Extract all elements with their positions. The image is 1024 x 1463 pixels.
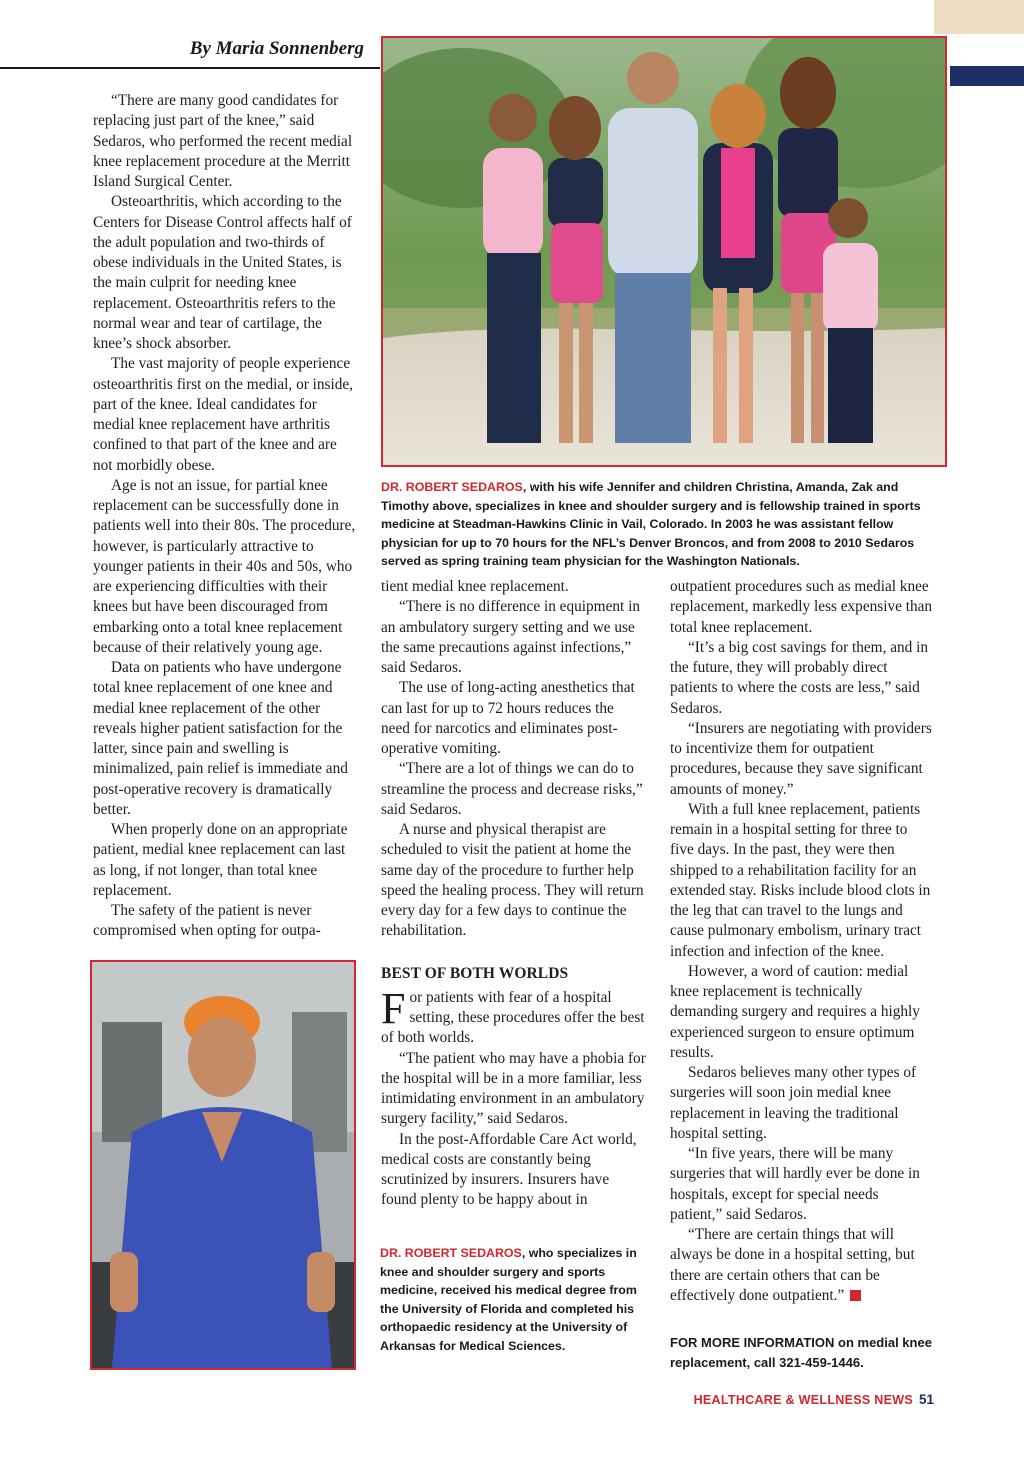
paragraph: The use of long-acting anesthetics that can last for up to 72 hours reduces the need for narcotics and eliminates post-operative vomiting. bbox=[381, 679, 635, 757]
paragraph: Osteoarthritis, which according to the Centers for Disease Control affects half of the adult population and two-thirds of obese individuals in the United States, is the main culprit for needing knee replacement. Osteoarthritis refers to the normal wear and tear of cartilage, the knee’s shock absorber. bbox=[93, 193, 352, 352]
caption-lead: DR. ROBERT SEDAROS bbox=[380, 1246, 522, 1260]
paragraph: “The patient who may have a phobia for the hospital will be in a more familiar, less intimidating environment in an ambulatory surgery facility,” said Sedaros. bbox=[381, 1049, 646, 1128]
paragraph-text: “There are certain things that will always be done in a hospital setting, but there are certain others that can be effectively done outpatient.” bbox=[670, 1226, 915, 1304]
more-info: FOR MORE INFORMATION on medial knee replacement, call 321-459-1446. bbox=[670, 1335, 932, 1370]
paragraph: With a full knee replacement, patients remain in a hospital setting for three to five days. In the past, they were then shipped to a rehabilitation facility for an extended stay. Risks include blood clots in the leg that can travel to the lungs and cause pulmonary embolism, urinary tract infection and infection of the knee. bbox=[670, 800, 931, 960]
article-column-3 bbox=[670, 577, 934, 1306]
family-photo bbox=[381, 36, 947, 467]
end-mark-icon bbox=[850, 1290, 861, 1301]
paragraph: Age is not an issue, for partial knee replacement can be successfully done in patients well into their 80s. The procedure, however, is particularly attractive to younger patients in their 40s and 50s, who are experiencing difficulties with their knees but have been discouraged from embarking onto a total knee replacement because of their relatively young age. bbox=[93, 476, 356, 656]
byline-rule bbox=[0, 67, 380, 69]
page-number: 51 bbox=[918, 1392, 934, 1407]
paragraph: “There is no difference in equipment in an ambulatory surgery setting and we use the same precautions against infections,” said Sedaros. bbox=[381, 598, 640, 676]
paragraph: The safety of the patient is never compromised when opting for outpa- bbox=[93, 902, 321, 940]
family-photo-illustration bbox=[383, 38, 945, 465]
doctor-photo-illustration bbox=[92, 962, 354, 1368]
paragraph: “There are many good candidates for replacing just part of the knee,” said Sedaros, who performed the recent medial knee replacement procedure at the Merritt Island Surgical Center. bbox=[93, 92, 353, 190]
corner-tab bbox=[934, 0, 1024, 34]
paragraph: Data on patients who have undergone total knee replacement of one knee and medial knee replacement of the other reveals higher patient satisfaction for the latter, since pain and swelling is minimalized, pain relief is immediate and post-operative recovery is dramatically better. bbox=[93, 659, 348, 818]
doctor-photo bbox=[90, 960, 356, 1370]
article-column-2 bbox=[381, 577, 646, 1211]
paragraph: Sedaros believes many other types of surgeries will soon join medial knee replacement in leaving the traditional hospital setting. bbox=[670, 1064, 917, 1142]
paragraph: “Insurers are negotiating with providers to incentivize them for outpatient procedures, because they save significant amounts of money.” bbox=[670, 719, 932, 798]
paragraph: A nurse and physical therapist are scheduled to visit the patient at home the same day of the procedure to further help speed the healing process. They will return every day for a few days to continue the rehabilitation. bbox=[381, 821, 644, 940]
byline: By Maria Sonnenberg bbox=[189, 38, 364, 59]
paragraph: The vast majority of people experience osteoarthritis first on the medial, or inside, part of the knee. Ideal candidates for medial knee replacement have arthritis confined to that part of the knee and are not morbidly obese. bbox=[93, 355, 353, 474]
paragraph: “There are a lot of things we can do to streamline the process and decrease risks,” said Sedaros. bbox=[381, 760, 643, 818]
publication-name: HEALTHCARE & WELLNESS NEWS bbox=[693, 1393, 913, 1407]
drop-cap: F bbox=[381, 983, 406, 1033]
caption-lead: DR. ROBERT SEDAROS bbox=[381, 480, 523, 494]
article-column-1 bbox=[93, 91, 356, 942]
paragraph: “In five years, there will be many surgeries that will hardly ever be done in hospitals, except for special needs patient,” said Sedaros. bbox=[670, 1145, 920, 1223]
paragraph: In the post-Affordable Care Act world, medical costs are constantly being scrutinized by insurers. Insurers have found plenty to be happy about in bbox=[381, 1130, 637, 1209]
paragraph bbox=[381, 983, 646, 1049]
section-subhead: BEST OF BOTH WORLDS bbox=[381, 964, 569, 982]
caption-text: , who specializes in knee and shoulder surgery and sports medicine, received his medical degree from the University of Florida and completed his orthopaedic residency at the University of Arkansas for Medical Sciences. bbox=[380, 1246, 637, 1353]
paragraph-text: or patients with fear of a hospital setting, these procedures offer the best of both worlds. bbox=[381, 988, 645, 1047]
page-footer bbox=[600, 1392, 934, 1407]
doctor-photo-caption bbox=[380, 1244, 642, 1355]
family-photo-caption bbox=[381, 478, 941, 571]
caption-text: , with his wife Jennifer and children Christina, Amanda, Zak and Timothy above, specializes in knee and shoulder surgery and is fellowship trained in sports medicine at Steadman-Hawkins Clinic in Vail, Colorado. In 2003 he was assistant fellow physician for up to 70 hours for the NFL’s Denver Broncos, and from 2008 to 2010 Sedaros served as spring training team physician for the Washington Nationals. bbox=[381, 480, 921, 568]
paragraph: “It’s a big cost savings for them, and in the future, they will probably direct patients to where the costs are less,” said Sedaros. bbox=[670, 638, 929, 717]
paragraph: However, a word of caution: medial knee replacement is technically demanding surgery and requires a highly experienced surgeon to ensure optimum results. bbox=[670, 962, 920, 1061]
corner-stripe bbox=[950, 66, 1024, 86]
paragraph: tient medial knee replacement. bbox=[381, 578, 569, 595]
paragraph bbox=[670, 1225, 934, 1306]
paragraph: When properly done on an appropriate patient, medial knee replacement can last as long, if not longer, than total knee replacement. bbox=[93, 821, 348, 899]
paragraph: outpatient procedures such as medial knee replacement, markedly less expensive than total knee replacement. bbox=[670, 578, 933, 636]
